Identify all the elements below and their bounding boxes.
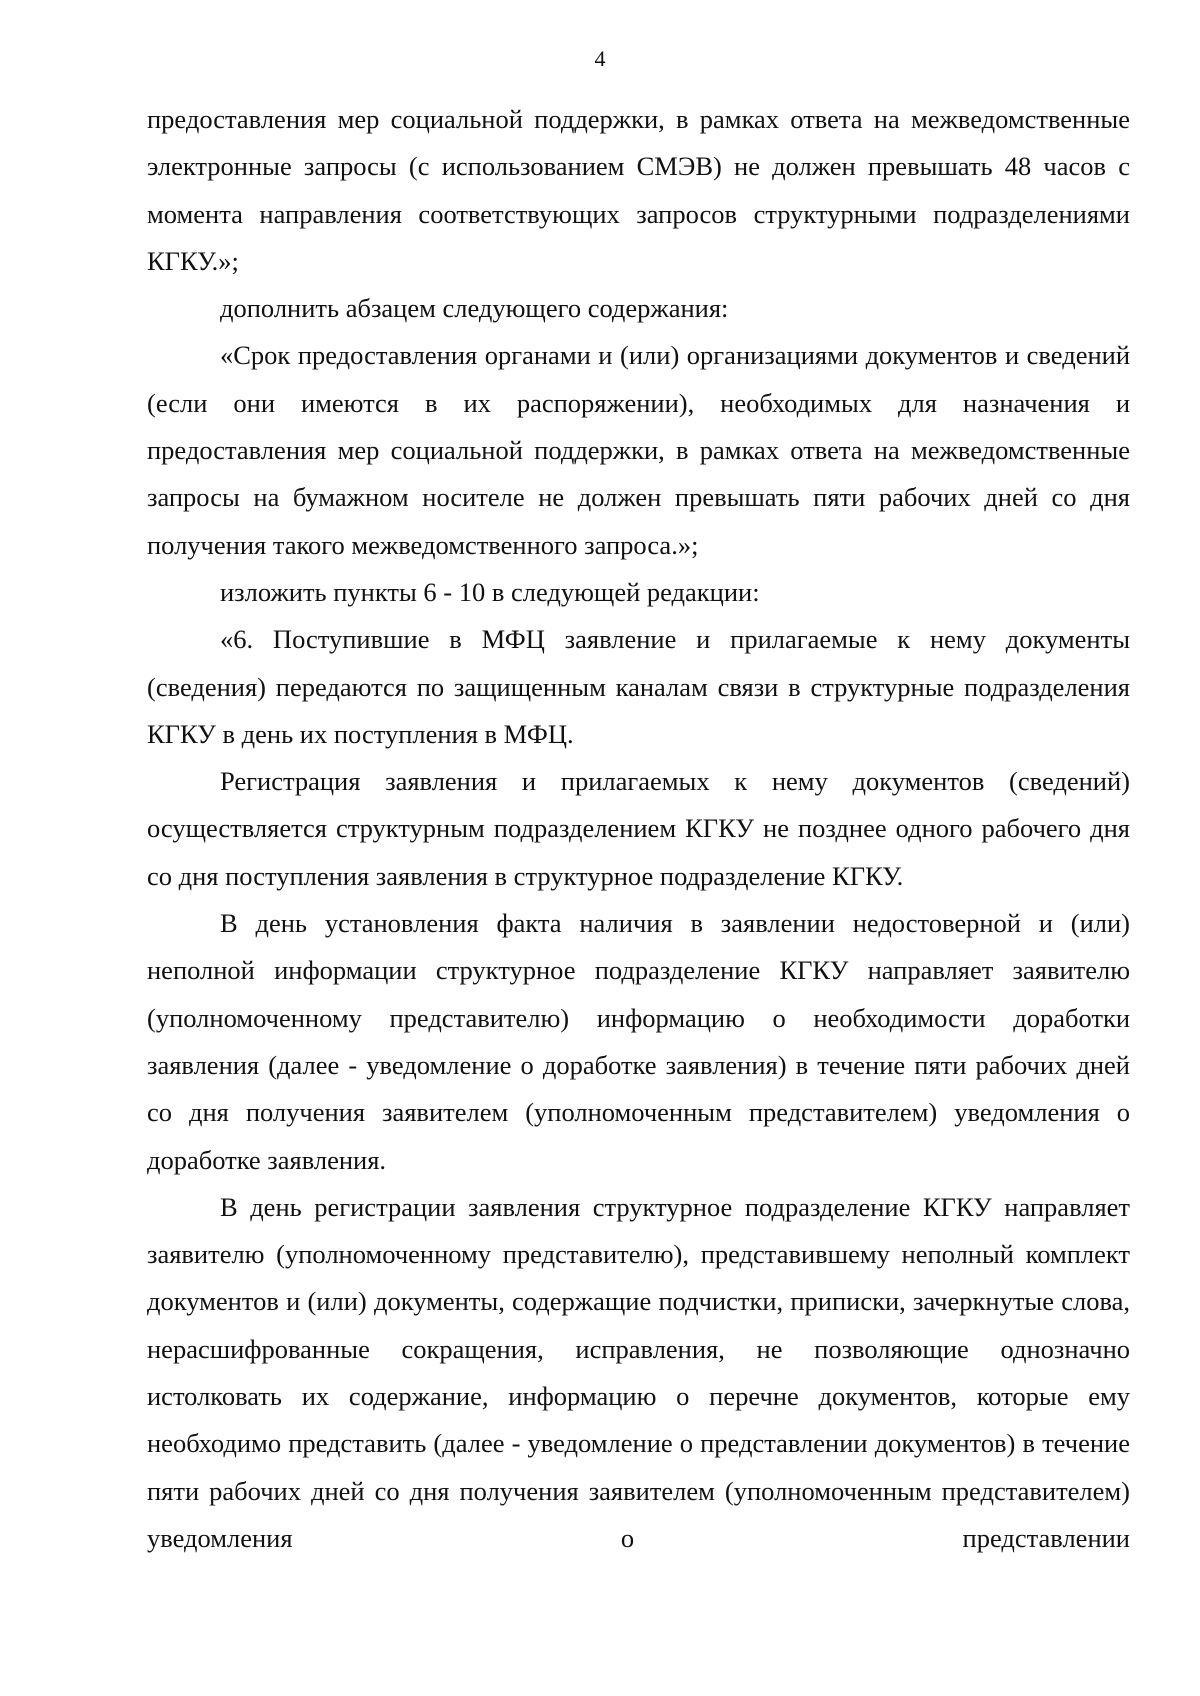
paragraph-7: В день установления факта наличия в заявлении недостоверной и (или) неполной информации структурное подразделение КГКУ направляет заявителю (уполномоченному представителю) информацию о необходимости доработки заявления (далее - уведомление о доработке заявления) в течение пяти рабочих дней со дня получения заявителем (уполномоченным представителем) уведомления о доработке заявления. — [147, 908, 1130, 1175]
paragraph-8: В день регистрации заявления структурное подразделение КГКУ направляет заявителю (уполномоченному представителю), представившему неполный комплект документов и (или) документы, содержащие подчистки, приписки, зачеркнутые слова, нерасшифрованные сокращения, исправления, не позволяющие однозначно истолковать их содержание, информацию о перечне документов, которые ему необходимо представить (далее - уведомление о представлении документов) в течение пяти рабочих дней со дня получения заявителем (уполномоченным представителем) уведомления о представлении — [147, 1191, 1130, 1553]
paragraph-6: Регистрация заявления и прилагаемых к нему документов (сведений) осуществляется структурным подразделением КГКУ не позднее одного рабочего дня со дня поступления заявления в структурное подразделение КГКУ. — [147, 766, 1130, 891]
paragraph-3: «Срок предоставления органами и (или) организациями документов и сведений (если они имеются в их распоряжении), необходимых для назначения и предоставления мер социальной поддержки, в рамках ответа на межведомственные запросы на бумажном носителе не должен превышать пяти рабочих дней со дня получения такого межведомственного запроса.»; — [147, 340, 1130, 560]
paragraph-5: «6. Поступившие в МФЦ заявление и прилагаемые к нему документы (сведения) передаются по защищенным каналам связи в структурные подразделения КГКУ в день их поступления в МФЦ. — [147, 624, 1130, 749]
paragraph-4: изложить пункты 6 - 10 в следующей редакции: — [220, 576, 760, 607]
paragraph-1: предоставления мер социальной поддержки, в рамках ответа на межведомственные электронные запросы (с использованием СМЭВ) не должен превышать 48 часов с момента направления соответствующих запросов структурными подразделениями КГКУ.»; — [147, 104, 1130, 276]
paragraph-2: дополнить абзацем следующего содержания: — [220, 293, 729, 324]
document-body — [147, 96, 1130, 1562]
page-number: 4 — [594, 46, 606, 71]
